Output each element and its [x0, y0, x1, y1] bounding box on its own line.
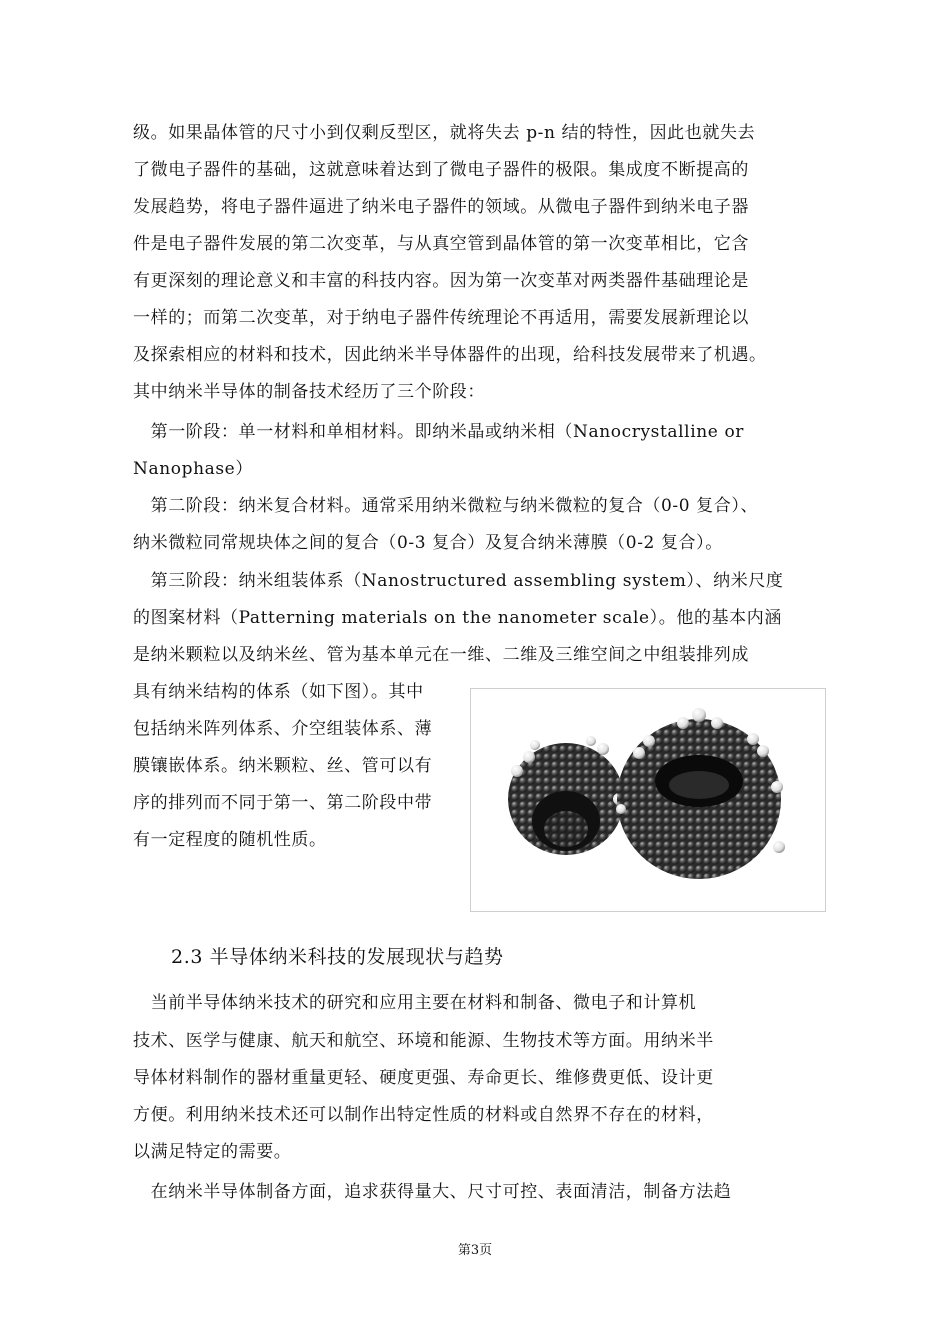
body-line: 第二阶段：纳米复合材料。通常采用纳米微粒与纳米微粒的复合（0-0 复合）、 [133, 496, 759, 516]
body-line: 在纳米半导体制备方面，追求获得量大、尺寸可控、表面清洁，制备方法趋 [133, 1182, 732, 1202]
body-line: 第三阶段：纳米组装体系（Nanostructured assembling system）、纳米尺度 [133, 571, 784, 591]
body-line: 纳米微粒同常规块体之间的复合（0-3 复合）及复合纳米薄膜（0-2 复合）。 [133, 533, 723, 553]
body-line: 有更深刻的理论意义和丰富的科技内容。因为第一次变革对两类器件基础理论是 [133, 271, 749, 291]
body-line: Nanophase） [133, 459, 253, 479]
body-line: 包括纳米阵列体系、介空组装体系、薄 [133, 719, 433, 739]
body-line: 的图案材料（Patterning materials on the nanometer scale）。他的基本内涵 [133, 608, 782, 628]
body-line: 导体材料制作的器材重量更轻、硬度更强、寿命更长、维修费更低、设计更 [133, 1068, 714, 1088]
body-line: 方便。利用纳米技术还可以制作出特定性质的材料或自然界不存在的材料， [133, 1105, 714, 1125]
nanotube-assembly-image [470, 688, 826, 912]
right-nanotube [616, 708, 785, 879]
body-line: 级。如果晶体管的尺寸小到仅剩反型区，就将失去 p-n 结的特性，因此也就失去 [133, 123, 756, 143]
nanotube-assembly-icon [471, 689, 825, 911]
body-line: 及探索相应的材料和技术，因此纳米半导体器件的出现，给科技发展带来了机遇。 [133, 345, 767, 365]
body-line: 了微电子器件的基础，这就意味着达到了微电子器件的极限。集成度不断提高的 [133, 160, 749, 180]
page-number: 第3页 [457, 1243, 493, 1258]
section-heading: 2.3 半导体纳米科技的发展现状与趋势 [171, 946, 504, 968]
body-line: 有一定程度的随机性质。 [133, 830, 327, 850]
left-nanotube [508, 736, 625, 855]
body-line: 当前半导体纳米技术的研究和应用主要在材料和制备、微电子和计算机 [133, 993, 697, 1013]
body-line: 第一阶段：单一材料和单相材料。即纳米晶或纳米相（Nanocrystalline or [133, 422, 745, 442]
body-line: 其中纳米半导体的制备技术经历了三个阶段： [133, 382, 485, 402]
body-line: 以满足特定的需要。 [133, 1142, 292, 1162]
body-line: 具有纳米结构的体系（如下图）。其中 [133, 682, 424, 702]
body-line: 发展趋势，将电子器件逼进了纳米电子器件的领域。从微电子器件到纳米电子器 [133, 197, 749, 217]
body-line: 序的排列而不同于第一、第二阶段中带 [133, 793, 433, 813]
body-line: 是纳米颗粒以及纳米丝、管为基本单元在一维、二维及三维空间之中组装排列成 [133, 645, 749, 665]
body-line: 膜镶嵌体系。纳米颗粒、丝、管可以有 [133, 756, 433, 776]
body-line: 件是电子器件发展的第二次变革，与从真空管到晶体管的第一次变革相比，它含 [133, 234, 749, 254]
body-line: 一样的；而第二次变革，对于纳电子器件传统理论不再适用，需要发展新理论以 [133, 308, 749, 328]
body-line: 技术、医学与健康、航天和航空、环境和能源、生物技术等方面。用纳米半 [133, 1031, 714, 1051]
